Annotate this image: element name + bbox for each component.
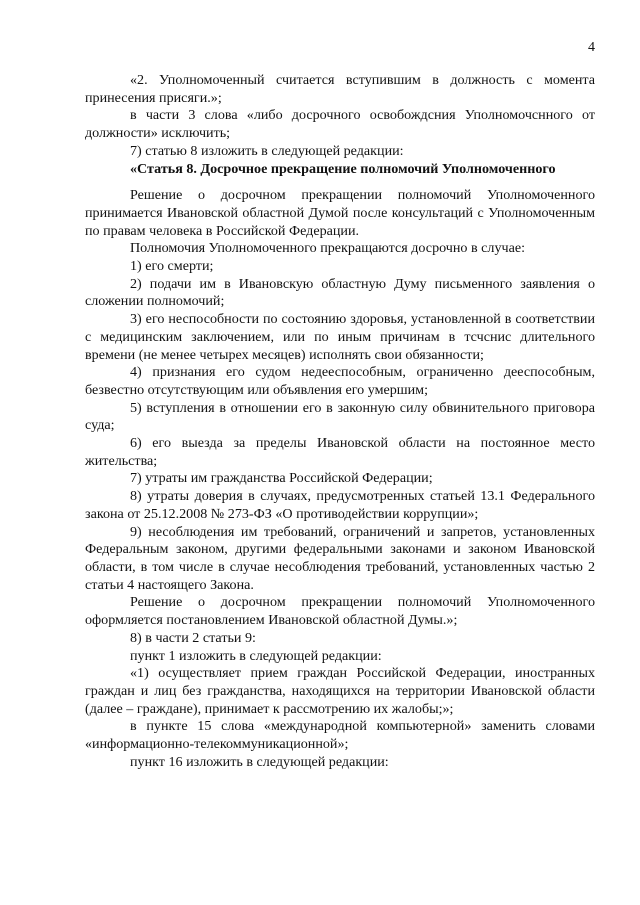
- paragraph: в пункте 15 слова «международной компьютерной» заменить словами «информационно-телекоммуникационной»;: [85, 718, 595, 753]
- page-number: 4: [588, 40, 595, 55]
- paragraph: «1) осуществляет прием граждан Российской Федерации, иностранных граждан и лиц без гражданства, находящихся на территории Ивановской области (далее – граждане), принимает к рассмотрению их жалобы;»;: [85, 665, 595, 717]
- paragraph: в части 3 слова «либо досрочного освобождсния Уполномочснного от должности» исключить;: [85, 107, 595, 142]
- paragraph: пункт 1 изложить в следующей редакции:: [130, 647, 382, 664]
- paragraph: 8) утраты доверия в случаях, предусмотренных статьей 13.1 Федерального закона от 25.12.2008 № 273-ФЗ «О противодействии коррупции»;: [85, 488, 595, 522]
- paragraph: 7) статью 8 изложить в следующей редакции:: [130, 142, 404, 159]
- paragraph: 7) утраты им гражданства Российской Федерации;: [130, 470, 433, 487]
- paragraph: 6) его выезда за пределы Ивановской области на постоянное место жительства;: [85, 435, 595, 469]
- paragraph: пункт 16 изложить в следующей редакции:: [130, 753, 389, 770]
- paragraph: «2. Уполномоченный считается вступившим в должность с момента принесения присяги.»;: [85, 72, 595, 106]
- paragraph: Решение о досрочном прекращении полномочий Уполномоченного оформляется постановлением Ивановской областной Думы.»;: [85, 594, 595, 629]
- paragraph: 2) подачи им в Ивановскую областную Думу письменного заявления о сложении полномочий;: [85, 275, 595, 310]
- paragraph: Решение о досрочном прекращении полномочий Уполномоченного принимается Ивановской областной Думой после консультаций с Уполномоченным по правам человека в Российской Федерации.: [85, 187, 595, 239]
- paragraph: Полномочия Уполномоченного прекращаются досрочно в случае:: [130, 240, 526, 257]
- paragraph: 5) вступления в отношении его в законную силу обвинительного приговора суда;: [85, 399, 595, 434]
- paragraph: 8) в части 2 статьи 9:: [130, 629, 256, 646]
- paragraph: 4) признания его судом недееспособным, ограниченно дееспособным, безвестно отсутствующим или объявления его умершим;: [85, 364, 595, 398]
- document-body: [85, 72, 595, 771]
- article-heading: «Статья 8. Досрочное прекращение полномочий Уполномоченного: [130, 160, 556, 177]
- paragraph: 3) его неспособности по состоянию здоровья, установленной в соответствии с медицинским заключением, или по иным причинам в тсчснис длительного времени (не менее четырех месяцев) исполнять свои обязанности;: [85, 311, 595, 363]
- paragraph: 1) его смерти;: [130, 258, 214, 275]
- paragraph: 9) несоблюдения им требований, ограничений и запретов, установленных Федеральным законом, другими федеральными законами и законом Ивановской области, в том числе в случае несоблюдения требований, установленных частью 2 статьи 4 настоящего Закона.: [85, 523, 595, 593]
